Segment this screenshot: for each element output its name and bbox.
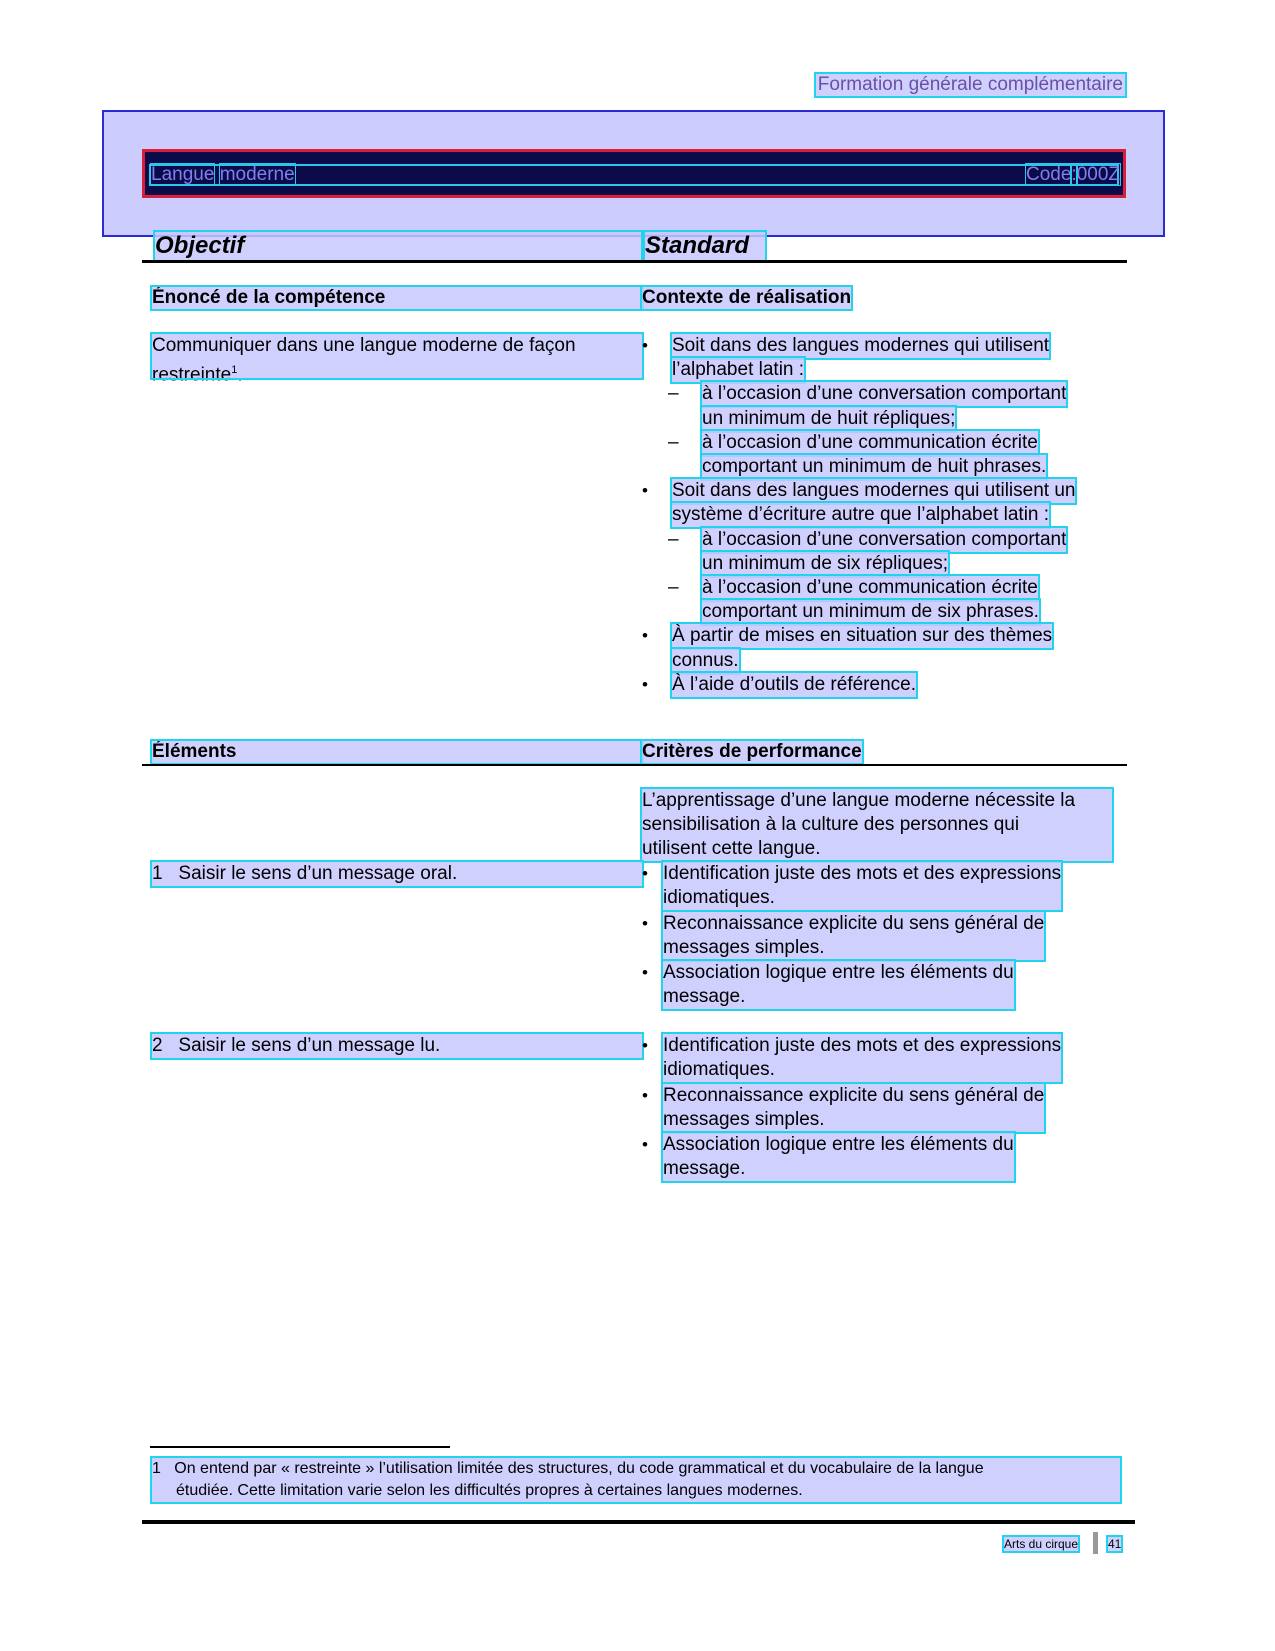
bullet-icon: • [642,913,648,933]
context-subitem-continuation: un minimum de six répliques; [702,552,949,574]
context-bullet-text: À l’aide d’outils de référence. [672,673,916,695]
footer-program: Arts du cirque [1004,1537,1079,1551]
dash-icon: – [668,577,679,598]
context-subitem-continuation: comportant un minimum de six phrases. [702,601,1039,623]
dash-icon: – [668,431,679,453]
context-bullet-text: À partir de mises en situation sur des thèmes [672,625,1053,647]
footnote-line: étudiée. Cette limitation varie selon les difficultés propres à certaines langues modernes. [176,1482,803,1499]
criterion-line: Identification juste des mots et des expressions [663,863,1062,884]
criterion-line: message. [663,986,746,1007]
bullet-icon: • [642,1036,648,1055]
element-number: 1 [152,863,163,884]
context-bullet-text: Soit dans des langues modernes qui utilisent [672,335,1050,356]
footer-separator [1093,1532,1098,1554]
course-title [151,164,295,186]
bullet-icon: • [642,626,648,646]
section-rule [142,764,1127,766]
competence-line: Communiquer dans une langue moderne de façon [152,335,576,356]
bullet-icon: • [642,336,648,355]
context-subitem-text: à l’occasion d’une conversation comportant [702,528,1067,550]
criterion-item [663,912,1044,960]
criterion-item [663,1133,1014,1181]
element-text: Saisir le sens d’un message lu. [178,1035,441,1056]
dash-icon: – [668,528,679,550]
course-title-word: moderne [219,164,295,185]
criterion-line: Identification juste des mots et des expressions [663,1035,1062,1056]
element-text: Saisir le sens d’un message oral. [178,863,458,884]
criterion-line: messages simples. [663,1108,825,1130]
footnote-line: 1 On entend par « restreinte » l’utilisation limitée des structures, du code grammatical et du vocabulaire de la langue [152,1460,984,1477]
competence-line: restreinte$^1$. [152,364,243,386]
footnote-rule [150,1446,450,1448]
footer-page-number: 41 [1108,1537,1122,1551]
criteria-heading: Critères de performance [642,741,862,762]
elements-heading: Éléments [152,741,642,763]
criterion-item [663,1034,1061,1082]
context-subitem-text: à l’occasion d’une conversation comportant [702,383,1067,405]
criteria-intro-line: L’apprentissage d’une langue moderne nécessite la [642,790,1076,811]
context-subitem-text: à l’occasion d’une communication écrite [702,577,1038,598]
course-code-separator: : [1071,164,1077,185]
context-subitem-text: à l’occasion d’une communication écrite [702,431,1038,453]
element-item [152,862,642,886]
criteria-intro [642,789,1112,861]
criteria-intro-line: utilisent cette langue. [642,838,821,859]
criterion-line: Association logique entre les éléments du [663,962,1014,983]
standard-title: Standard [645,232,765,260]
context-subitem-continuation: comportant un minimum de huit phrases. [702,456,1047,477]
competence-heading: Énoncé de la compétence [152,287,642,309]
criterion-line: Reconnaissance explicite du sens général de [663,912,1045,934]
criterion-item [663,1084,1044,1132]
criterion-line: message. [663,1158,746,1179]
criterion-item [663,961,1014,1009]
context-heading: Contexte de réalisation [642,287,852,308]
element-number: 2 [152,1035,163,1056]
bullet-icon: • [642,963,648,982]
bullet-icon: • [642,674,648,694]
footnote-number: 1 [152,1460,161,1477]
criterion-item [663,862,1061,910]
context-bullet-continuation: connus. [672,649,739,671]
title-rule [142,260,1127,263]
course-code [1026,164,1120,186]
footnote [152,1458,1120,1502]
element-item [152,1034,642,1058]
criterion-line: Association logique entre les éléments du [663,1134,1014,1155]
course-title-word: Langue [151,164,215,185]
context-bullet-continuation: l’alphabet latin : [672,359,805,381]
criterion-line: idiomatiques. [663,887,775,908]
context-bullet-text: Soit dans des langues modernes qui utilisent un [672,480,1076,502]
criteria-intro-line: sensibilisation à la culture des personnes qui [642,814,1020,835]
running-header: Formation générale complémentaire [817,74,1123,95]
bullet-icon: • [642,1085,648,1105]
course-code-value: 000Z [1076,164,1120,185]
footnote-ref: 1 [231,364,238,376]
dash-icon: – [668,383,679,405]
footer-rule [142,1520,1135,1524]
criterion-line: idiomatiques. [663,1059,775,1080]
bullet-icon: • [642,864,648,883]
criterion-line: messages simples. [663,936,825,958]
context-bullet-continuation: système d’écriture autre que l’alphabet latin : [672,504,1050,526]
competence-statement [152,334,642,386]
objective-title: Objectif [155,232,641,260]
course-code-label: Code [1025,164,1072,185]
context-subitem-continuation: un minimum de huit répliques; [702,407,956,429]
bullet-icon: • [642,481,648,501]
bullet-icon: • [642,1135,648,1154]
criterion-line: Reconnaissance explicite du sens général de [663,1084,1045,1106]
